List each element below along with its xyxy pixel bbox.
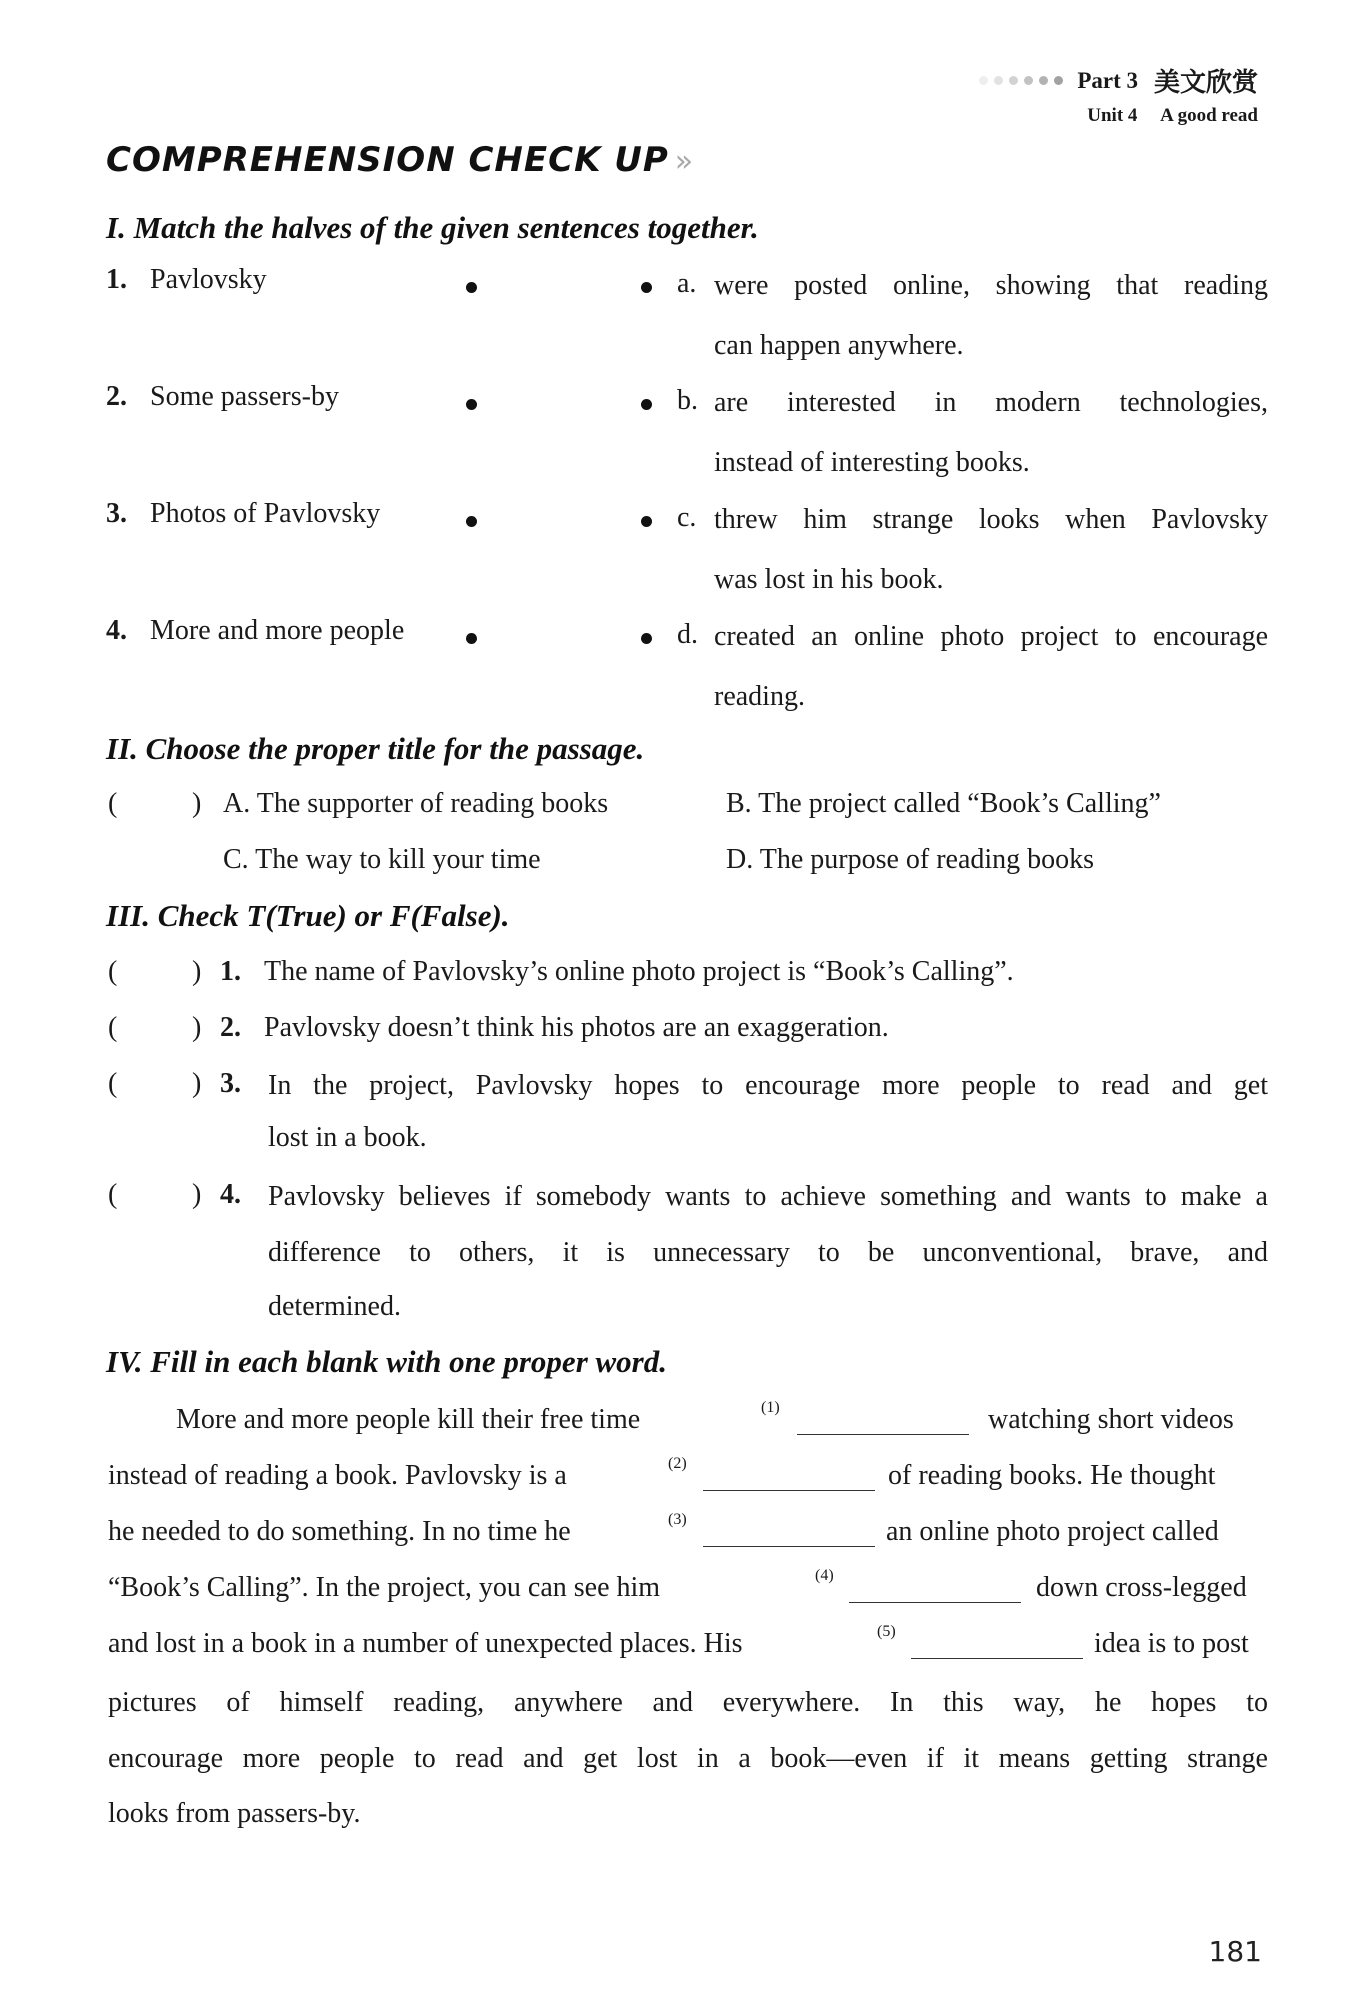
match-left-text: Photos of Pavlovsky xyxy=(150,498,381,529)
passage-text: of reading books. He thought xyxy=(888,1460,1216,1491)
match-right-text: instead of interesting books. xyxy=(714,447,1030,478)
tf-item-text: lost in a book. xyxy=(268,1122,427,1153)
page-header xyxy=(979,62,1258,127)
passage-text: instead of reading a book. Pavlovsky is a xyxy=(108,1460,567,1491)
match-dot-right[interactable] xyxy=(641,633,652,644)
tf-item-number: 1. xyxy=(220,956,241,987)
match-right-letter: b. xyxy=(677,385,698,416)
passage-text: looks from passers-by. xyxy=(108,1798,361,1829)
match-left-text: Pavlovsky xyxy=(150,264,267,295)
answer-paren-open: ( xyxy=(108,1179,118,1210)
fill-blank-2[interactable] xyxy=(703,1466,875,1491)
decorative-dots xyxy=(979,76,1063,85)
passage-text: pictures of himself reading, anywhere and everywhere. In this way, he hopes to xyxy=(108,1687,1268,1718)
section-1-title: I. Match the halves of the given sentences together. xyxy=(106,210,759,245)
match-dot-right[interactable] xyxy=(641,282,652,293)
match-right-letter: c. xyxy=(677,502,697,533)
tf-item-text: Pavlovsky doesn’t think his photos are an exaggeration. xyxy=(264,1012,889,1043)
tf-item-text: determined. xyxy=(268,1291,401,1322)
chevron-right-icon: » xyxy=(674,144,695,179)
match-left-text: Some passers-by xyxy=(150,381,339,412)
blank-number: (4) xyxy=(815,1567,834,1584)
match-right-text: can happen anywhere. xyxy=(714,330,964,361)
tf-item-text: difference to others, it is unnecessary to be unconventional, brave, and xyxy=(268,1237,1268,1268)
match-dot-right[interactable] xyxy=(641,516,652,527)
passage-text: and lost in a book in a number of unexpected places. His xyxy=(108,1628,743,1659)
section-2-title: II. Choose the proper title for the passage. xyxy=(106,731,645,766)
blank-number: (2) xyxy=(668,1455,687,1472)
page-title-text: COMPREHENSION CHECK UP xyxy=(106,140,669,180)
answer-paren-open: ( xyxy=(108,788,118,819)
answer-paren-open: ( xyxy=(108,956,118,987)
answer-paren-close: ) xyxy=(192,956,202,987)
passage-text: he needed to do something. In no time he xyxy=(108,1516,571,1547)
part-chinese-title: 美文欣赏 xyxy=(1153,68,1258,98)
fill-blank-3[interactable] xyxy=(703,1522,875,1547)
match-left-text: More and more people xyxy=(150,615,405,646)
section-4-title: IV. Fill in each blank with one proper word. xyxy=(106,1344,667,1379)
match-dot-left[interactable] xyxy=(466,516,477,527)
blank-number: (5) xyxy=(877,1623,896,1640)
choice-option-b[interactable]: B. The project called “Book’s Calling” xyxy=(726,788,1161,819)
answer-paren-close: ) xyxy=(192,1068,202,1099)
match-left-number: 1. xyxy=(106,264,127,295)
fill-blank-5[interactable] xyxy=(911,1634,1083,1659)
answer-paren-close: ) xyxy=(192,1179,202,1210)
match-dot-right[interactable] xyxy=(641,399,652,410)
match-left-number: 4. xyxy=(106,615,127,646)
match-dot-left[interactable] xyxy=(466,633,477,644)
match-right-text: are interested in modern technologies, xyxy=(714,387,1268,418)
match-dot-left[interactable] xyxy=(466,399,477,410)
match-left-number: 3. xyxy=(106,498,127,529)
choice-option-d[interactable]: D. The purpose of reading books xyxy=(726,844,1095,875)
match-right-text: created an online photo project to encourage xyxy=(714,621,1268,652)
page-title xyxy=(106,140,694,180)
answer-paren-open: ( xyxy=(108,1012,118,1043)
tf-item-text: The name of Pavlovsky’s online photo project is “Book’s Calling”. xyxy=(264,956,1014,987)
tf-item-number: 2. xyxy=(220,1012,241,1043)
passage-text: down cross-legged xyxy=(1036,1572,1247,1603)
match-right-letter: d. xyxy=(677,619,698,650)
part-label: Part 3 xyxy=(1077,67,1138,93)
match-right-text: threw him strange looks when Pavlovsky xyxy=(714,504,1268,535)
blank-number: (3) xyxy=(668,1511,687,1528)
answer-paren-close: ) xyxy=(192,1012,202,1043)
choice-option-a[interactable]: A. The supporter of reading books xyxy=(223,788,609,819)
answer-paren-open: ( xyxy=(108,1068,118,1099)
match-right-letter: a. xyxy=(677,268,697,299)
unit-label: Unit 4 xyxy=(1087,105,1138,126)
match-right-text: were posted online, showing that reading xyxy=(714,270,1268,301)
passage-text: encourage more people to read and get lost in a book—even if it means getting strange xyxy=(108,1743,1268,1774)
passage-text: “Book’s Calling”. In the project, you can see him xyxy=(108,1572,661,1603)
passage-text: an online photo project called xyxy=(886,1516,1219,1547)
match-left-number: 2. xyxy=(106,381,127,412)
answer-paren-close: ) xyxy=(192,788,202,819)
tf-item-number: 3. xyxy=(220,1068,241,1099)
fill-blank-1[interactable] xyxy=(797,1410,969,1435)
tf-item-number: 4. xyxy=(220,1179,241,1210)
passage-text: watching short videos xyxy=(988,1404,1234,1435)
tf-item-text: Pavlovsky believes if somebody wants to achieve something and wants to make a xyxy=(268,1181,1268,1212)
unit-title: A good read xyxy=(1160,105,1258,126)
passage-text: idea is to post xyxy=(1094,1628,1249,1659)
fill-blank-4[interactable] xyxy=(849,1578,1021,1603)
blank-number: (1) xyxy=(761,1399,780,1416)
choice-option-c[interactable]: C. The way to kill your time xyxy=(223,844,541,875)
tf-item-text: In the project, Pavlovsky hopes to encourage more people to read and get xyxy=(268,1070,1268,1101)
match-dot-left[interactable] xyxy=(466,282,477,293)
page-number: 181 xyxy=(1208,1935,1262,1968)
match-right-text: reading. xyxy=(714,681,805,712)
section-3-title: III. Check T(True) or F(False). xyxy=(106,898,510,933)
match-right-text: was lost in his book. xyxy=(714,564,944,595)
passage-text: More and more people kill their free time xyxy=(176,1404,641,1435)
